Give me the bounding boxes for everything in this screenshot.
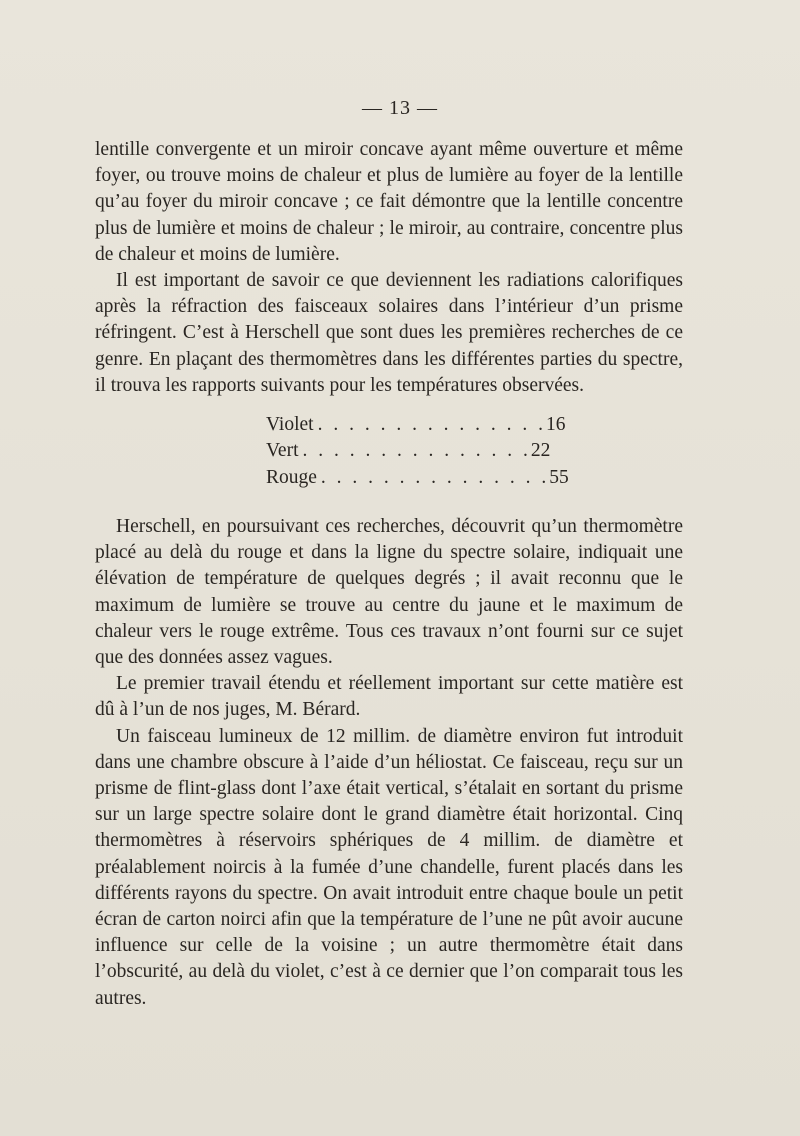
paragraph-experiment: Un faisceau lumineux de 12 millim. de diamètre environ fut introduit dans une chambre obscure à l’aide d’un héliostat. Ce faisceau, reçu sur un prisme de flint-glass dont l’axe était vertical, s’étalait en sortant du prisme sur un large spectre solaire dont le grand diamètre était horizontal. Cinq thermomètres à réservoirs sphériques de 4 millim. de diamètre et préalablement noircis à la fumée d’une chandelle, furent placés dans les différents rayons du spectre. On avait introduit entre chaque boule un petit écran de carton noirci afin que la température de l’une ne pût avoir aucune influence sur celle de la voisine ; un autre thermomètre était dans l’obscurité, au delà du violet, c’est à ce dernier que l’on comparait tous les autres. — [95, 725, 683, 1009]
paragraph-continuation: lentille convergente et un miroir concave ayant même ouverture et même foyer, ou trouve moins de chaleur et plus de lumière au foyer de la lentille qu’au foyer du miroir concave ; ce fait démontre que la lentille concentre plus de lumière et moins de chaleur ; le miroir, au contraire, concentre plus de chaleur et moins de lumière. — [95, 139, 683, 265]
text-block-bottom — [95, 514, 683, 1012]
paragraph-herschell-intro: Il est important de savoir ce que deviennent les radiations calorifiques après la réfraction des faisceaux solaires dans l’intérieur d’un prisme réfringent. C’est à Herschell que sont dues les premières recherches de ce genre. En plaçant des thermomètres dans les différentes parties du spectre, il trouva les rapports suivants pour les températures observées. — [95, 270, 683, 396]
temperature-value: 55 — [549, 466, 569, 488]
color-label: Rouge — [266, 466, 317, 488]
table-row — [266, 412, 566, 438]
paragraph-herschell-findings: Herschell, en poursuivant ces recherches, découvrit qu’un thermomètre placé au delà du rouge et dans la ligne du spectre solaire, indiquait une élévation de température de quelques degrés ; il avait reconnu que le maximum de lumière se trouve au centre du jaune et le maximum de chaleur vers le rouge extrême. Tous ces travaux n’ont fourni sur ce sujet que des données assez vagues. — [95, 516, 683, 669]
leader-dots: . . . . . . . . . . . . . . . — [320, 466, 550, 488]
temperature-table — [266, 412, 569, 491]
color-label: Violet — [266, 414, 314, 435]
temperature-value: 22 — [530, 440, 551, 462]
paragraph-berard: Le premier travail étendu et réellement important sur cette matière est dû à l’un de nos juges, M. Bérard. — [95, 673, 683, 721]
color-label: Vert — [266, 440, 299, 462]
table-row — [266, 438, 551, 464]
table-row — [266, 465, 569, 491]
leader-dots: . . . . . . . . . . . . . . . — [302, 440, 531, 462]
leader-dots: . . . . . . . . . . . . . . . — [317, 414, 546, 435]
text-block-top — [95, 137, 683, 399]
temperature-value: 16 — [545, 414, 566, 435]
page-number: — 13 — — [362, 97, 438, 119]
